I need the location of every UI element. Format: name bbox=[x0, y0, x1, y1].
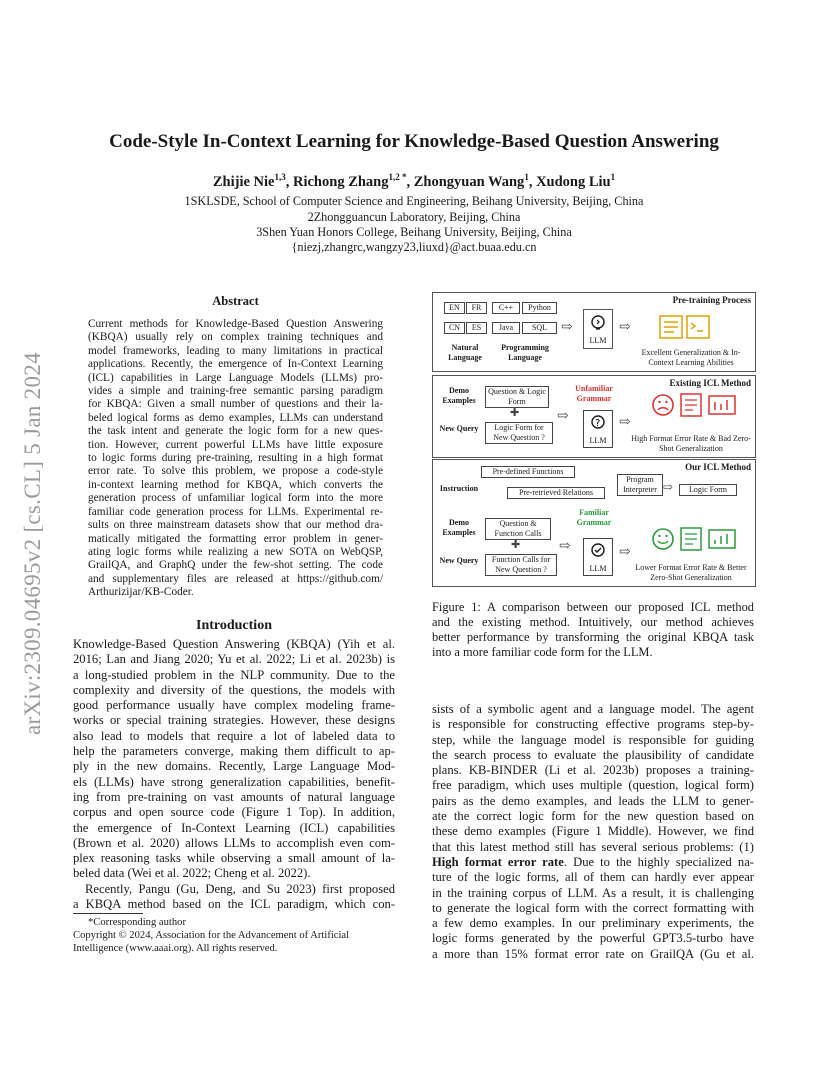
arrow-icon: ⇨ bbox=[557, 409, 569, 424]
text-line: is responsible for constructing effective programs step-by- bbox=[432, 717, 754, 732]
code-box: C++ bbox=[492, 302, 520, 314]
arrow-icon: ⇨ bbox=[619, 415, 631, 430]
new-query-label: New Query bbox=[439, 424, 479, 433]
text-line: in the training corpus of LLM. As a result, it is challenging bbox=[432, 885, 754, 900]
success-icons bbox=[651, 526, 741, 552]
llm-label: LLM bbox=[589, 564, 607, 573]
text-line: sults on three mainstream datasets show that our method dra- bbox=[88, 519, 383, 532]
text-line: beled data (Wei et al. 2022; Cheng et al. 2022). bbox=[73, 866, 311, 881]
logic-form-question-box: Logic Form for New Question ? bbox=[485, 422, 553, 444]
text-line: also lead to models that require a lot of labeled data to bbox=[73, 728, 395, 743]
text-line: and the existing method. Intuitively, our method achieves bbox=[432, 615, 754, 629]
text-line: corpus and open source code (Figure 1 Top). In addition, bbox=[73, 805, 395, 820]
arrow-icon: ⇨ bbox=[561, 320, 573, 335]
existing-icl-panel bbox=[432, 375, 756, 458]
natural-language-label: Natural Language bbox=[448, 343, 482, 362]
text-line: free paradigm, which uses multiple (question, logical form) bbox=[432, 778, 754, 793]
author-list: Zhijie Nie$^{1,3}$, Richong Zhang$^{1,2 *}$, Zhongyuan Wang$^1$, Xudong Liu$^1$ bbox=[212, 172, 616, 190]
arrow-icon: ⇨ bbox=[663, 480, 674, 494]
arxiv-stamp: arXiv:2309.04695v2 [cs.CL] 5 Jan 2024 bbox=[20, 352, 45, 735]
text-line: help the parameters converge, making them difficult to ap- bbox=[73, 744, 395, 759]
paper-title: Code-Style In-Context Learning for Knowledge-Based Question Answering bbox=[109, 131, 719, 152]
text-line: that this latest method still has several serious problems: (1) bbox=[432, 839, 754, 854]
svg-text:?: ? bbox=[595, 418, 601, 429]
text-line: to generate the logical form with the correct formatting with bbox=[432, 900, 754, 915]
text-line: a few demo examples. In our preliminary experiments, the bbox=[432, 916, 754, 931]
llm-box bbox=[583, 309, 613, 349]
text-line: els (LLMs) have strong generalization capabilities, benefit- bbox=[73, 774, 395, 789]
question-bulb-icon bbox=[588, 413, 608, 433]
text-line: Current methods for Knowledge-Based Question Answering bbox=[88, 318, 383, 330]
text-line: ply in the new domains. Recently, Large Language Mod- bbox=[73, 759, 395, 774]
text-line: familiar code generation process for LLMs. Experimental re- bbox=[88, 505, 383, 518]
existing-result: High Format Error Rate & Bad Zero-Shot Generalization bbox=[631, 434, 751, 453]
predefined-functions-box: Pre-defined Functions bbox=[481, 466, 575, 478]
demo-examples-label: Demo Examples bbox=[442, 518, 476, 537]
plus-icon: ✚ bbox=[511, 539, 521, 551]
panel-title-existing: Existing ICL Method bbox=[669, 378, 751, 388]
introduction-body bbox=[73, 637, 395, 912]
text-line: ate the correct logic form for the new question based on bbox=[432, 809, 754, 824]
llm-label: LLM bbox=[589, 436, 607, 445]
code-box: Java bbox=[492, 322, 520, 334]
new-query-label: New Query bbox=[439, 556, 479, 565]
question-function-calls-box: Question & Function Calls bbox=[485, 518, 551, 540]
lang-box: CN bbox=[444, 322, 465, 334]
affiliation-3: 3Shen Yuan Honors College, Beihang University, Beijing, China bbox=[256, 225, 572, 239]
text-line: Recently, Pangu (Gu, Deng, and Su 2023) first proposed bbox=[85, 881, 395, 896]
text-line: model frameworks, leading to many limitations in practical bbox=[88, 344, 383, 357]
text-line: GrailQA, and GraphQ under the few-shot setting. The code bbox=[88, 559, 383, 572]
abstract-heading: Abstract bbox=[212, 294, 259, 308]
instruction-label: Instruction bbox=[439, 484, 479, 493]
abstract-body bbox=[88, 318, 383, 600]
text-line: beled logical forms as demo examples, LLMs can understand bbox=[88, 411, 383, 424]
text-line: 2016; Lan and Jiang 2020; Yu et al. 2022; Li et al. 2023b) is bbox=[73, 652, 395, 667]
text-line: into a more familiar code form for the LLM. bbox=[432, 645, 653, 659]
panel-title-ours: Our ICL Method bbox=[685, 462, 751, 472]
arrow-icon: ⇨ bbox=[619, 545, 631, 560]
text-line: ing from pre-training on vast amounts of natural language bbox=[73, 789, 395, 804]
text-line: a long-studied problem in the NLP community. Due to the bbox=[73, 667, 395, 682]
code-box: SQL bbox=[522, 322, 557, 334]
text-line: matically mitigated the formatting error problem in gener- bbox=[88, 532, 383, 545]
text-line: vides a simple and training-free semantic parsing paradigm bbox=[88, 385, 383, 398]
program-interpreter-box: Program Interpreter bbox=[617, 474, 663, 496]
programming-language-label: Programming Language bbox=[501, 343, 549, 362]
text-line: ture of the logic forms, all of them can hardly ever appear bbox=[432, 870, 754, 885]
text-line: for KBQA: Given a small number of questions and their la- bbox=[88, 398, 383, 411]
text-line: good performance usually have complex modeling frame- bbox=[73, 698, 395, 713]
lang-box: FR bbox=[466, 302, 487, 314]
text-line: applications. Recently, the emergence of In-Context Learning bbox=[88, 358, 383, 371]
text-line: Arthurizijar/KB-Coder. bbox=[88, 586, 194, 599]
author-emails: {niezj,zhangrc,wangzy23,liuxd}@act.buaa.edu.cn bbox=[291, 240, 537, 254]
llm-label: LLM bbox=[589, 336, 607, 345]
text-line: complexity and diversity of the questions, the models with bbox=[73, 682, 395, 697]
demo-examples-label: Demo Examples bbox=[442, 386, 476, 405]
text-line: a KBQA method based on the ICL paradigm, which con- bbox=[73, 897, 395, 912]
text-line: High format error rate. Due to the highly specialized na- bbox=[432, 854, 754, 869]
text-line: (Brown et al. 2020) allows LLMs to accomplish even com- bbox=[73, 835, 395, 850]
text-line: step, while the language model is responsible for guiding bbox=[432, 732, 754, 747]
text-line: and supplementary files are released at https://github.com/ bbox=[88, 572, 383, 585]
llm-box bbox=[583, 538, 613, 576]
code-box: Python bbox=[522, 302, 557, 314]
text-line: ating logic forms while realizing a new SOTA on WebQSP, bbox=[88, 545, 383, 558]
text-line: the search process to evaluate the plausibility of candidate bbox=[432, 747, 754, 762]
copyright-line-1: Copyright © 2024, Association for the Advancement of Artificial bbox=[73, 930, 350, 941]
text-line: (ICL) capabilities in Large Language Models (LLMs) pro- bbox=[88, 371, 383, 384]
text-line: error rate. To solve this problem, we propose a code-style bbox=[88, 465, 383, 478]
text-line: Figure 1: A comparison between our proposed ICL method bbox=[432, 600, 754, 614]
corresponding-footnote: *Corresponding author bbox=[88, 917, 186, 928]
familiar-grammar-label: Familiar Grammar bbox=[576, 508, 612, 527]
text-line: logic forms generated by the powerful GPT3.5-turbo have bbox=[432, 931, 754, 946]
text-line: generation process of unfamiliar logical form into the more bbox=[88, 492, 383, 505]
affiliation-2: 2Zhongguancun Laboratory, Beijing, China bbox=[307, 210, 521, 224]
footnote-rule bbox=[73, 913, 143, 914]
lang-box: ES bbox=[466, 322, 487, 334]
unfamiliar-grammar-label: Unfamiliar Grammar bbox=[575, 384, 613, 403]
right-column-body bbox=[432, 702, 754, 962]
text-line: in-context learning method for KBQA, which converts the bbox=[88, 478, 383, 491]
text-line: better performance by transforming the original KBQA task bbox=[432, 630, 754, 644]
panel-title-pretraining: Pre-training Process bbox=[672, 295, 751, 305]
question-logic-form-box: Question & Logic Form bbox=[485, 386, 549, 408]
text-line: plex reasoning tasks while observing a small amount of la- bbox=[73, 851, 395, 866]
lang-box: EN bbox=[444, 302, 465, 314]
text-line: the task intent and generate the logic form for a new ques- bbox=[88, 425, 383, 438]
text-line: Knowledge-Based Question Answering (KBQA) (Yih et al. bbox=[73, 637, 395, 651]
text-line: sists of a symbolic agent and a language model. The agent bbox=[432, 702, 754, 716]
our-result: Lower Format Error Rate & Better Zero-Shot Generalization bbox=[635, 563, 747, 582]
text-line: a more than 15% format error rate on GrailQA (Gu et al. bbox=[432, 946, 754, 961]
our-icl-panel bbox=[432, 459, 756, 587]
function-calls-question-box: Function Calls for New Question ? bbox=[485, 554, 557, 576]
retrieved-relations-box: Pre-retrieved Relations bbox=[507, 487, 605, 499]
error-icons bbox=[651, 392, 741, 418]
arrow-icon: ⇨ bbox=[559, 539, 571, 554]
logic-form-box: Logic Form bbox=[679, 484, 737, 496]
check-bulb-icon bbox=[588, 541, 608, 561]
pretraining-panel bbox=[432, 292, 756, 372]
figure-caption bbox=[432, 600, 754, 660]
pretraining-result: Excellent Generalization & In-Context Learning Abilities bbox=[641, 348, 741, 367]
figure-1 bbox=[432, 292, 754, 587]
text-line: plans. KB-BINDER (Li et al. 2023b) proposes a training- bbox=[432, 763, 754, 778]
text-line: tion. However, current powerful LLMs have little exposure bbox=[88, 438, 383, 451]
copyright-line-2: Intelligence (www.aaai.org). All rights reserved. bbox=[73, 943, 278, 954]
text-line: the emergence of In-Context Learning (ICL) capabilities bbox=[73, 820, 395, 835]
document-code-icon bbox=[659, 315, 713, 339]
plus-icon: ✚ bbox=[510, 407, 520, 419]
text-line: to logic forms during pre-training, resulting in a high format bbox=[88, 452, 383, 465]
text-line: these demo examples (Figure 1 Middle). However, we find bbox=[432, 824, 754, 839]
affiliation-1: 1SKLSDE, School of Computer Science and Engineering, Beihang University, Beijing, China bbox=[184, 194, 644, 208]
text-line: works or special training strategies. However, these designs bbox=[73, 713, 395, 728]
text-line: pairs as the demo examples, and leads the LLM to gener- bbox=[432, 793, 754, 808]
lightbulb-icon bbox=[588, 313, 608, 333]
arrow-icon: ⇨ bbox=[619, 320, 631, 335]
text-line: (KBQA) usually rely on complex training techniques and bbox=[88, 331, 383, 344]
introduction-heading: Introduction bbox=[196, 618, 272, 633]
llm-box bbox=[583, 410, 613, 448]
